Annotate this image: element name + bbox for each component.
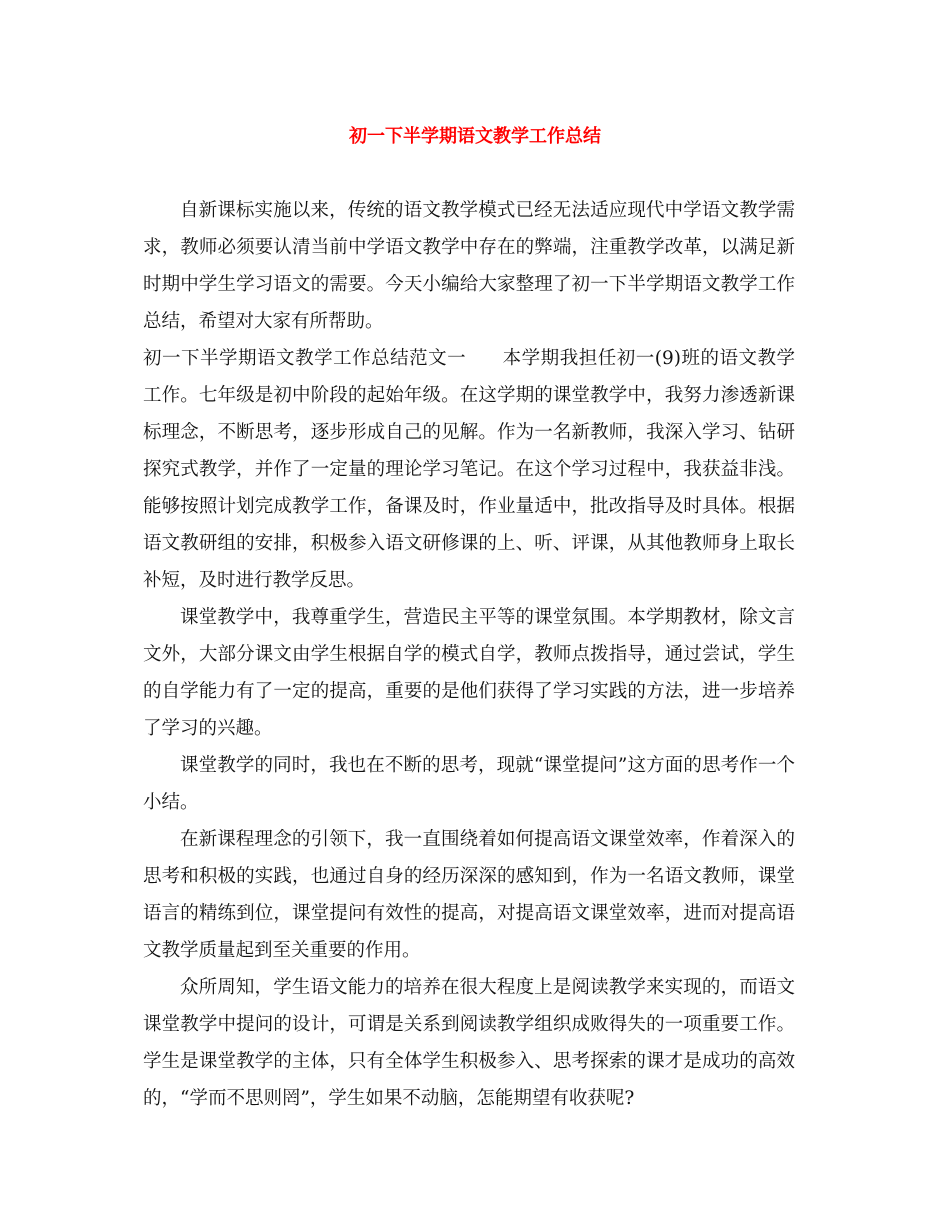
body-paragraph: 在新课程理念的引领下，我一直围绕着如何提高语文课堂效率，作着深入的思考和积极的实践，也通过自身的经历深深的感知到，作为一名语文教师，课堂语言的精练到位，课堂提问有效性的提高，对提高语文课堂效率，进而对提高语文教学质量起到至关重要的作用。 — [143, 829, 795, 961]
body-paragraph: 众所周知，学生语文能力的培养在很大程度上是阅读教学来实现的，而语文课堂教学中提问的设计，可谓是关系到阅读教学组织成败得失的一项重要工作。学生是课堂教学的主体，只有全体学生积极参入、思考探索的课才是成功的高效的，“学而不思则罔”，学生如果不动脑，怎能期望有收获呢? — [143, 977, 795, 1109]
sample-paragraph — [143, 340, 795, 599]
body-paragraph: 课堂教学中，我尊重学生，营造民主平等的课堂氛围。本学期教材，除文言文外，大部分课文由学生根据自学的模式自学，教师点拨指导，通过尝试，学生的自学能力有了一定的提高，重要的是他们获得了学习实践的方法，进一步培养了学习的兴趣。 — [143, 607, 795, 739]
intro-paragraph: 自新课标实施以来，传统的语文教学模式已经无法适应现代中学语文教学需求，教师必须要认清当前中学语文教学中存在的弊端，注重教学改革，以满足新时期中学生学习语文的需要。今天小编给大家整理了初一下半学期语文教学工作总结，希望对大家有所帮助。 — [143, 200, 795, 332]
document-body — [143, 192, 795, 1117]
sample-body: 本学期我担任初一(9)班的语文教学工作。七年级是初中阶段的起始年级。在这学期的课堂教学中，我努力渗透新课标理念，不断思考，逐步形成自己的见解。作为一名新教师，我深入学习、钻研探究式教学，并作了一定量的理论学习笔记。在这个学习过程中，我获益非浅。能够按照计划完成教学工作，备课及时，作业量适中，批改指导及时具体。根据语文教研组的安排，积极参入语文研修课的上、听、评课，从其他教师身上取长补短，及时进行教学反思。 — [143, 348, 795, 591]
sample-heading: 初一下半学期语文教学工作总结范文一 — [143, 348, 467, 369]
body-paragraph: 课堂教学的同时，我也在不断的思考，现就“课堂提问”这方面的思考作一个小结。 — [143, 755, 795, 813]
document-title: 初一下半学期语文教学工作总结 — [349, 126, 601, 147]
